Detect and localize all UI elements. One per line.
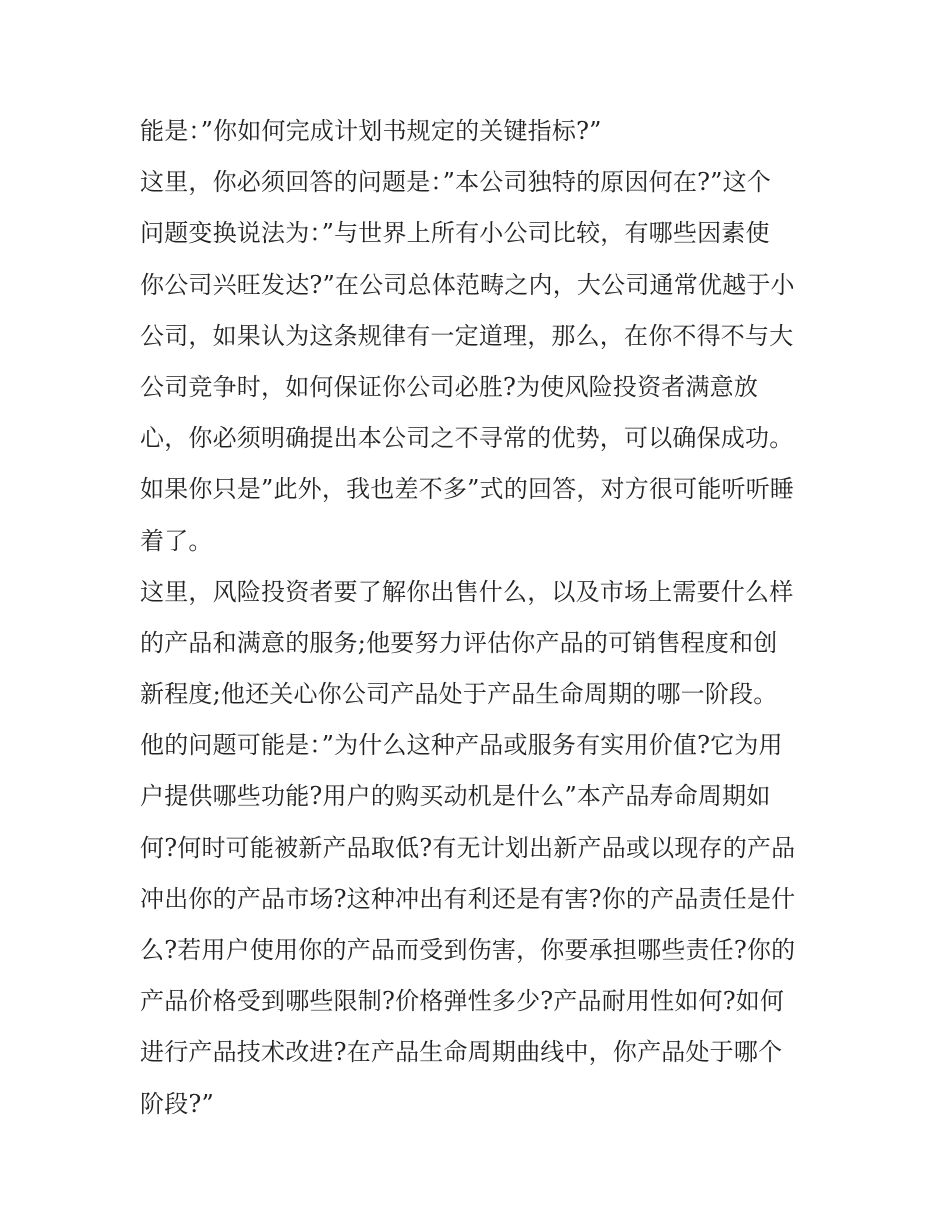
- text-line: 这里，风险投资者要了解你出售什么，以及市场上需要什么样: [140, 577, 794, 606]
- text-line: 心，你必须明确提出本公司之不寻常的优势，可以确保成功。: [140, 424, 794, 453]
- text-line: 新程度;他还关心你公司产品处于产品生命周期的哪一阶段。: [140, 680, 778, 709]
- text-line: 何?何时可能被新产品取低?有无计划出新产品或以现存的产品: [140, 833, 796, 862]
- text-line: 他的问题可能是：”为什么这种产品或服务有实用价值?它为用: [140, 731, 783, 760]
- text-line: 你公司兴旺发达?”在公司总体范畴之内，大公司通常优越于小: [140, 270, 795, 299]
- text-line: 户提供哪些功能?用户的购买动机是什么”本产品寿命周期如: [140, 782, 771, 811]
- text-line: 冲出你的产品市场?这种冲出有利还是有害?你的产品责任是什: [140, 884, 796, 913]
- text-line: 么?若用户使用你的产品而受到伤害，你要承担哪些责任?你的: [140, 936, 796, 964]
- text-line: 公司，如果认为这条规律有一定道理，那么，在你不得不与大: [140, 321, 794, 350]
- text-line: 着了。: [140, 526, 213, 555]
- text-line: 的产品和满意的服务;他要努力评估你产品的可销售程度和创: [140, 628, 778, 657]
- text-line: 公司竞争时，如何保证你公司必胜?为使风险投资者满意放: [140, 372, 759, 401]
- body-text: [140, 106, 820, 1130]
- text-line: 阶段?”: [140, 1089, 214, 1118]
- text-line: 如果你只是”此外，我也差不多”式的回答，对方很可能听听睡: [140, 475, 795, 504]
- text-line: 进行产品技术改进?在产品生命周期曲线中，你产品处于哪个: [140, 1038, 783, 1067]
- text-line: 问题变换说法为：”与世界上所有小公司比较，有哪些因素使: [140, 219, 770, 248]
- text-line: 能是：”你如何完成计划书规定的关键指标?”: [140, 117, 602, 145]
- text-line: 这里，你必须回答的问题是：”本公司独特的原因何在?”这个: [140, 168, 772, 197]
- text-line: 产品价格受到哪些限制?价格弹性多少?产品耐用性如何?如何: [140, 987, 785, 1016]
